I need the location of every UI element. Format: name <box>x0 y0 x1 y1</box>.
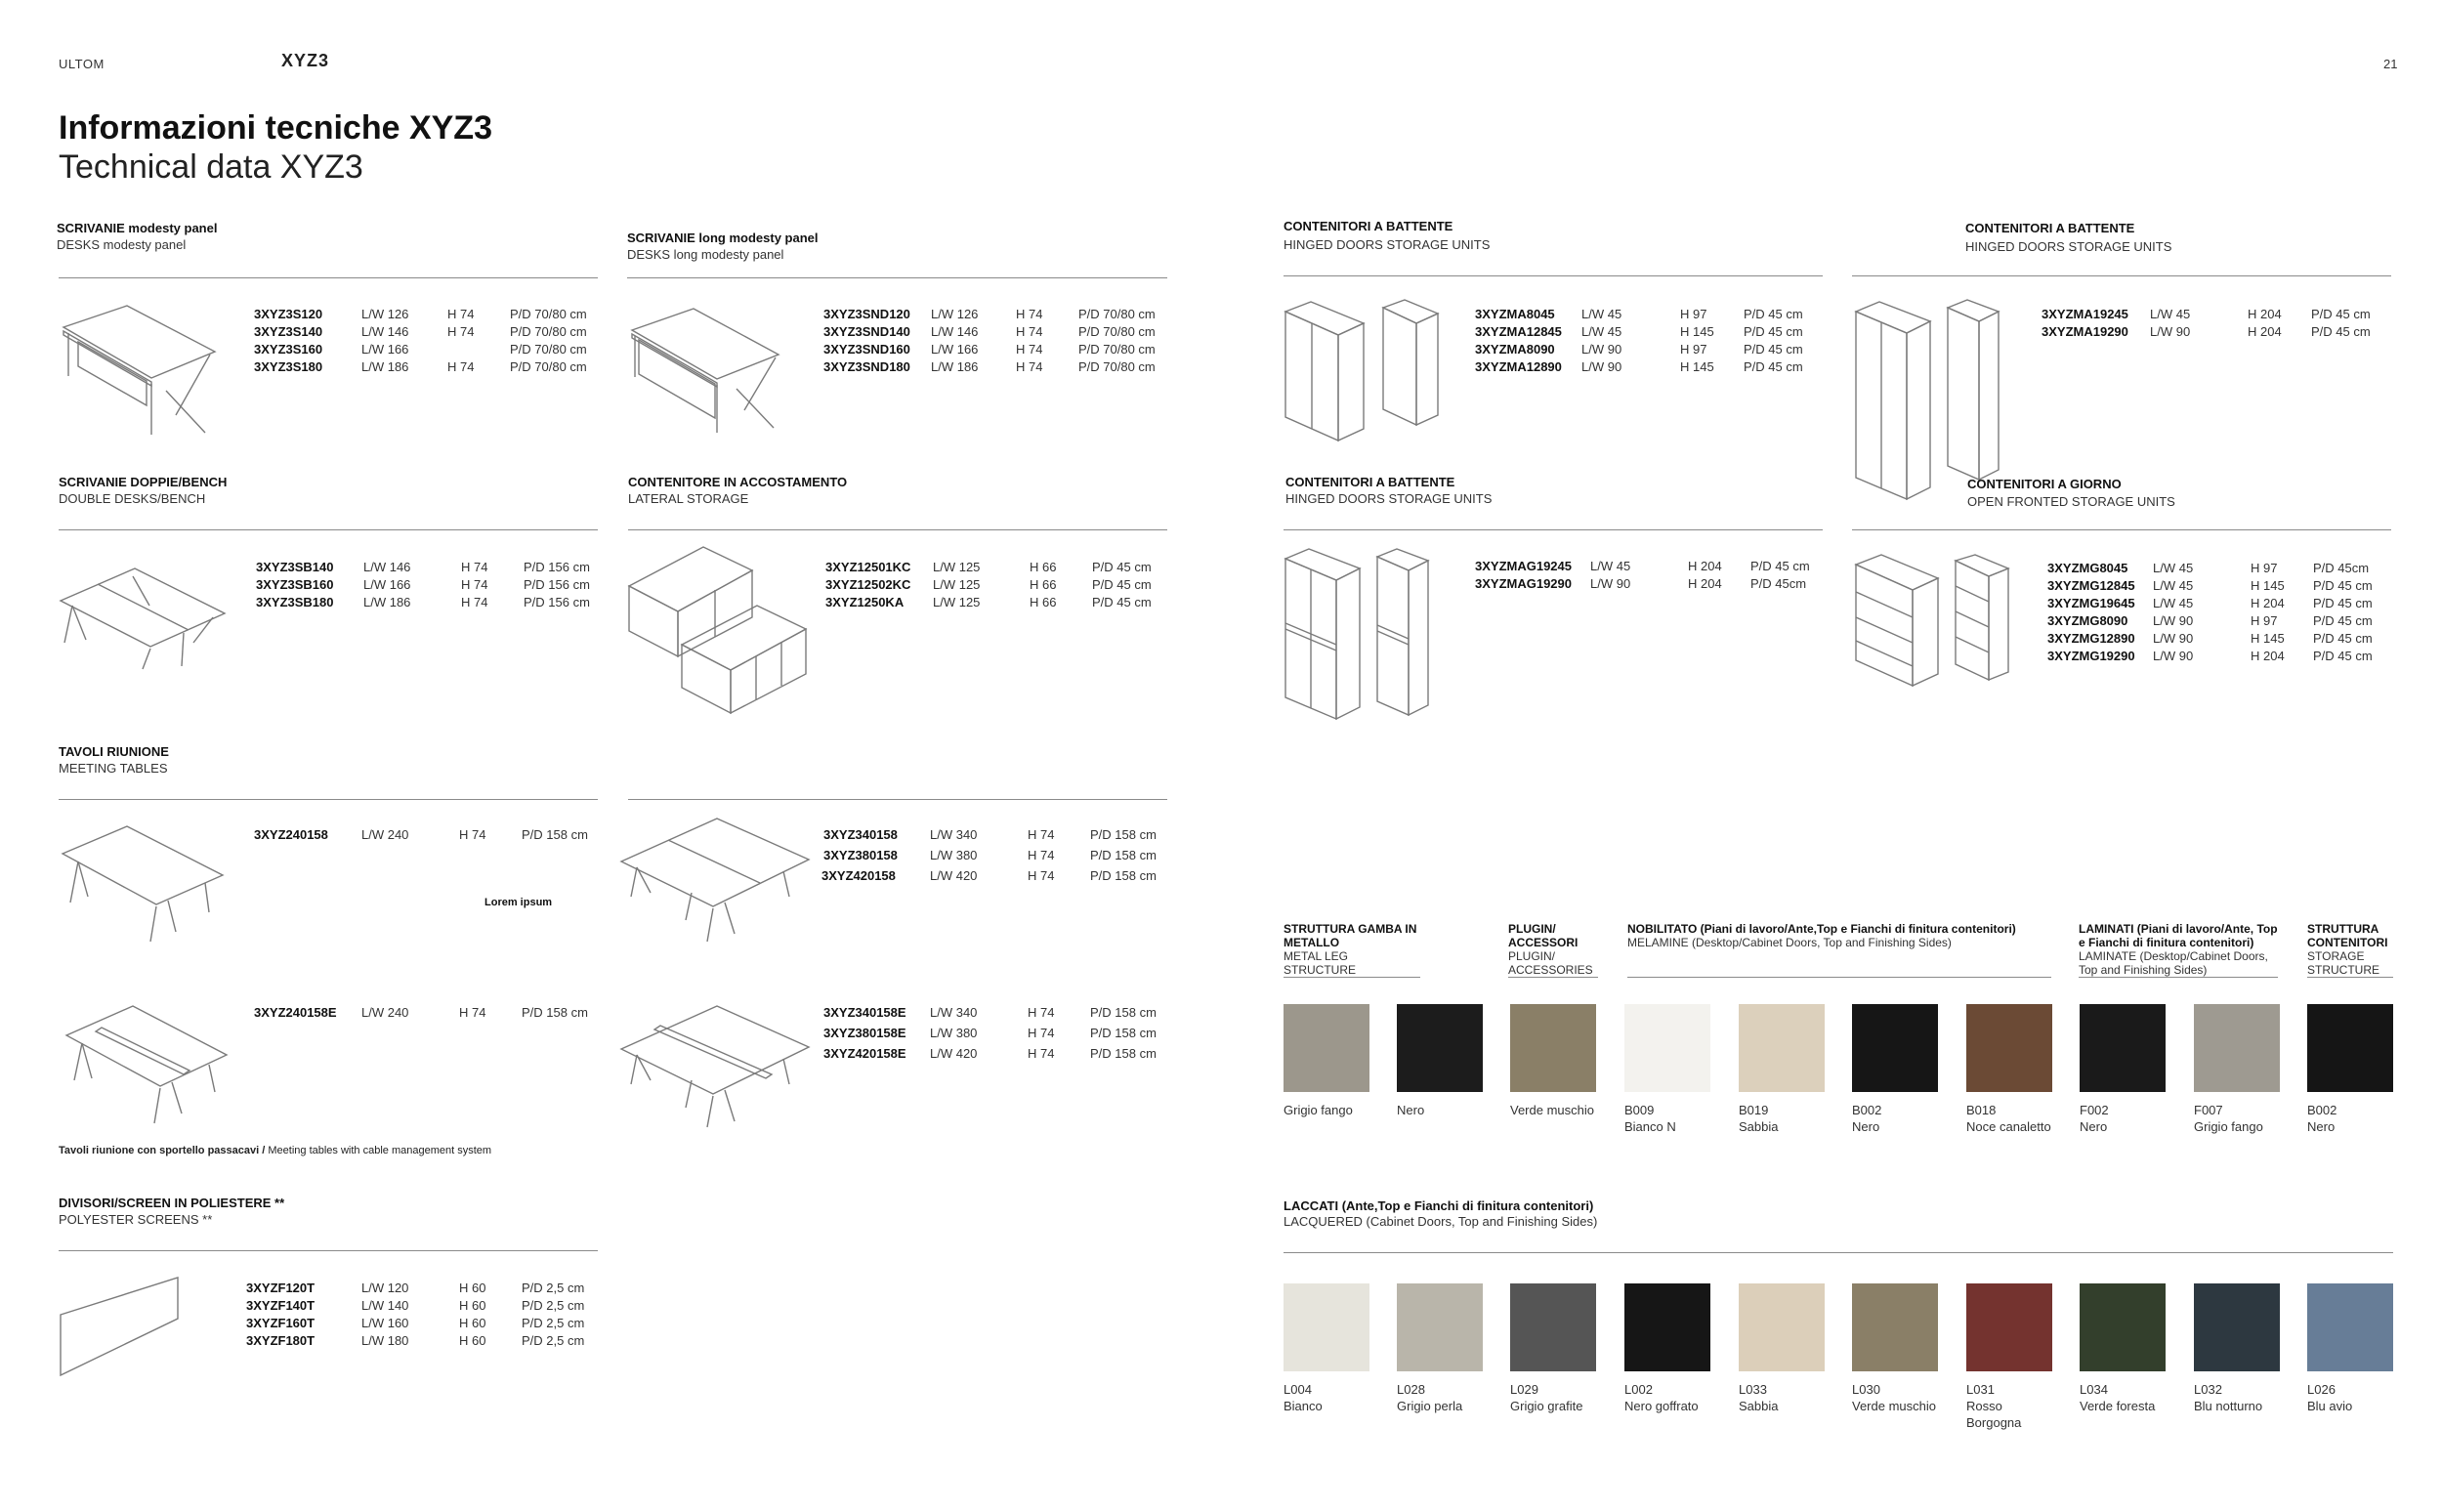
section-title-lacquer: LACCATI (Ante,Top e Fianchi di finitura contenitori) <box>1284 1198 1594 1213</box>
finish-head-storage <box>2307 922 2397 977</box>
swatch-code: L026 <box>2307 1382 2336 1397</box>
desk-long-illustration <box>627 301 793 438</box>
page-title-it: Informazioni tecniche XYZ3 <box>59 109 492 147</box>
section-divider <box>1284 275 1823 276</box>
long-meeting-table-cable-illustration <box>617 1000 813 1137</box>
note-it: Tavoli riunione con sportello passacavi / <box>59 1145 266 1156</box>
swatch-code: L031 <box>1966 1382 1995 1397</box>
finish-head-en: PLUGIN/ ACCESSORIES <box>1508 949 1593 977</box>
finish-head-melamine <box>1627 922 2057 949</box>
color-swatch <box>1852 1283 1938 1371</box>
color-swatch <box>1739 1004 1825 1092</box>
swatch-label <box>1510 1102 1598 1118</box>
brand-name: ULTOM <box>59 57 105 71</box>
section-subtitle-meeting-tables: MEETING TABLES <box>59 761 168 776</box>
glass-hinged-storage-illustration <box>1282 547 1438 723</box>
swatch-name: Rosso Borgogna <box>1966 1399 2022 1430</box>
section-divider <box>1852 529 2391 530</box>
page-title-en: Technical data XYZ3 <box>59 148 363 186</box>
lorem-text: Lorem ipsum <box>484 897 553 908</box>
section-title-double-desks: SCRIVANIE DOPPIE/BENCH <box>59 475 228 489</box>
swatch-code: B019 <box>1739 1103 1769 1117</box>
finish-head-it: LAMINATI (Piani di lavoro/Ante, Top e Fianchi di finitura contenitori) <box>2079 922 2278 949</box>
color-swatch <box>1284 1004 1369 1092</box>
swatch-code: F002 <box>2080 1103 2109 1117</box>
finish-head-leg <box>1284 922 1420 977</box>
color-swatch <box>1966 1283 2052 1371</box>
swatch-label <box>2194 1102 2282 1135</box>
swatch-label <box>1624 1102 1712 1135</box>
finish-head-en: STORAGE STRUCTURE <box>2307 949 2379 977</box>
color-swatch <box>1966 1004 2052 1092</box>
swatch-label <box>2307 1102 2395 1135</box>
swatch-name: Nero <box>2307 1119 2336 1134</box>
finish-divider <box>1284 977 1420 978</box>
section-divider <box>59 529 598 530</box>
meeting-tables-note <box>59 1145 491 1156</box>
finish-divider <box>1627 977 2051 978</box>
swatch-code: F007 <box>2194 1103 2223 1117</box>
section-title-hinged-1: CONTENITORI A BATTENTE <box>1284 219 1453 233</box>
swatch-name: Nero goffrato <box>1624 1399 1699 1413</box>
swatch-label <box>1852 1381 1940 1414</box>
section-subtitle-screens: POLYESTER SCREENS ** <box>59 1212 213 1227</box>
swatch-label <box>2080 1381 2168 1414</box>
section-divider <box>59 1250 598 1251</box>
color-swatch <box>2307 1004 2393 1092</box>
section-title-lateral-storage: CONTENITORE IN ACCOSTAMENTO <box>628 475 848 489</box>
color-swatch <box>2080 1283 2166 1371</box>
finish-head-en: METAL LEG STRUCTURE <box>1284 949 1356 977</box>
page-number: 21 <box>2383 57 2398 71</box>
finish-head-it: STRUTTURA CONTENITORI <box>2307 922 2388 949</box>
color-swatch <box>2194 1283 2280 1371</box>
finish-divider <box>2079 977 2278 978</box>
swatch-code: L029 <box>1510 1382 1538 1397</box>
swatch-name: Noce canaletto <box>1966 1119 2051 1134</box>
finish-head-en: LAMINATE (Desktop/Cabinet Doors, Top and Finishing Sides) <box>2079 949 2268 977</box>
swatch-label <box>1739 1102 1827 1135</box>
section-divider <box>628 529 1167 530</box>
color-swatch <box>1510 1004 1596 1092</box>
finish-head-en: MELAMINE (Desktop/Cabinet Doors, Top and Finishing Sides) <box>1627 936 1952 949</box>
section-subtitle-desks-modesty: DESKS modesty panel <box>57 237 187 252</box>
long-meeting-table-illustration <box>617 813 813 949</box>
swatch-code: B002 <box>2307 1103 2337 1117</box>
meeting-table-cable-illustration <box>63 998 238 1135</box>
swatch-name: Verde muschio <box>1510 1103 1594 1117</box>
color-swatch <box>1624 1283 1710 1371</box>
color-swatch <box>1397 1004 1483 1092</box>
swatch-label <box>2307 1381 2395 1414</box>
swatch-label <box>1397 1102 1485 1118</box>
color-swatch <box>1852 1004 1938 1092</box>
swatch-name: Nero <box>1852 1119 1880 1134</box>
meeting-table-illustration <box>59 819 234 950</box>
swatch-name: Bianco N <box>1624 1119 1676 1134</box>
swatch-code: L028 <box>1397 1382 1425 1397</box>
polyester-screen-illustration <box>57 1274 184 1381</box>
open-storage-illustration <box>1852 553 2018 690</box>
swatch-label <box>2080 1102 2168 1135</box>
section-subtitle-hinged-3: HINGED DOORS STORAGE UNITS <box>1285 491 1493 506</box>
swatch-name: Sabbia <box>1739 1399 1779 1413</box>
section-title-screens: DIVISORI/SCREEN IN POLIESTERE ** <box>59 1196 285 1210</box>
bench-desk-illustration <box>57 547 232 674</box>
swatch-name: Bianco <box>1284 1399 1323 1413</box>
swatch-code: L002 <box>1624 1382 1653 1397</box>
swatch-name: Blu notturno <box>2194 1399 2263 1413</box>
swatch-code: B009 <box>1624 1103 1655 1117</box>
finish-head-plugin <box>1508 922 1606 977</box>
color-swatch <box>1624 1004 1710 1092</box>
tall-hinged-storage-illustration <box>1852 298 2008 503</box>
color-swatch <box>1284 1283 1369 1371</box>
section-subtitle-lacquer: LACQUERED (Cabinet Doors, Top and Finishing Sides) <box>1284 1214 1598 1229</box>
finish-head-it: NOBILITATO (Piani di lavoro/Ante,Top e Fianchi di finitura contenitori) <box>1627 922 2016 936</box>
note-en: Meeting tables with cable management system <box>268 1145 492 1156</box>
finish-head-it: STRUTTURA GAMBA IN METALLO <box>1284 922 1417 949</box>
swatch-code: L034 <box>2080 1382 2108 1397</box>
swatch-label <box>1284 1381 1371 1414</box>
section-subtitle-lateral-storage: LATERAL STORAGE <box>628 491 749 506</box>
section-divider <box>59 277 598 278</box>
section-subtitle-desks-long: DESKS long modesty panel <box>627 247 784 262</box>
section-divider <box>627 277 1167 278</box>
hinged-storage-illustration <box>1282 298 1448 444</box>
section-subtitle-double-desks: DOUBLE DESKS/BENCH <box>59 491 206 506</box>
section-subtitle-hinged-1: HINGED DOORS STORAGE UNITS <box>1284 237 1491 252</box>
swatch-code: B002 <box>1852 1103 1882 1117</box>
color-swatch <box>2194 1004 2280 1092</box>
swatch-label <box>1966 1102 2054 1135</box>
swatch-label <box>2194 1381 2282 1414</box>
section-title-open-fronted: CONTENITORI A GIORNO <box>1967 477 2122 491</box>
section-title-meeting-tables: TAVOLI RIUNIONE <box>59 744 169 759</box>
section-divider <box>628 799 1167 800</box>
swatch-label <box>1739 1381 1827 1414</box>
color-swatch <box>1397 1283 1483 1371</box>
swatch-name: Nero <box>1397 1103 1425 1117</box>
swatch-code: L033 <box>1739 1382 1767 1397</box>
model-name: XYZ3 <box>281 51 330 70</box>
section-title-desks-modesty: SCRIVANIE modesty panel <box>57 221 218 235</box>
section-subtitle-hinged-2: HINGED DOORS STORAGE UNITS <box>1965 239 2172 254</box>
swatch-name: Sabbia <box>1739 1119 1779 1134</box>
swatch-name: Blu avio <box>2307 1399 2353 1413</box>
swatch-label <box>1624 1381 1712 1414</box>
section-divider <box>1852 275 2391 276</box>
swatch-label <box>1284 1102 1371 1118</box>
swatch-code: L030 <box>1852 1382 1880 1397</box>
swatch-name: Grigio fango <box>1284 1103 1353 1117</box>
swatch-label <box>1852 1102 1940 1135</box>
section-title-hinged-2: CONTENITORI A BATTENTE <box>1965 221 2135 235</box>
color-swatch <box>2307 1283 2393 1371</box>
swatch-name: Verde muschio <box>1852 1399 1936 1413</box>
swatch-name: Nero <box>2080 1119 2108 1134</box>
swatch-label <box>1510 1381 1598 1414</box>
swatch-code: B018 <box>1966 1103 1997 1117</box>
finish-head-it: PLUGIN/ ACCESSORI <box>1508 922 1579 949</box>
swatch-name: Grigio grafite <box>1510 1399 1583 1413</box>
swatch-name: Verde foresta <box>2080 1399 2156 1413</box>
swatch-code: L032 <box>2194 1382 2222 1397</box>
finish-head-laminate <box>2079 922 2286 977</box>
swatch-label <box>1966 1381 2054 1431</box>
section-divider <box>1284 1252 2393 1253</box>
section-title-desks-long: SCRIVANIE long modesty panel <box>627 231 819 245</box>
lateral-storage-illustration <box>625 539 811 720</box>
swatch-code: L004 <box>1284 1382 1312 1397</box>
swatch-label <box>1397 1381 1485 1414</box>
desk-modesty-illustration <box>59 298 225 444</box>
section-title-hinged-3: CONTENITORI A BATTENTE <box>1285 475 1455 489</box>
section-subtitle-open-fronted: OPEN FRONTED STORAGE UNITS <box>1967 494 2175 509</box>
color-swatch <box>1510 1283 1596 1371</box>
section-divider <box>1284 529 1823 530</box>
finish-divider <box>1508 977 1598 978</box>
swatch-name: Grigio perla <box>1397 1399 1463 1413</box>
swatch-name: Grigio fango <box>2194 1119 2263 1134</box>
finish-divider <box>2307 977 2393 978</box>
section-divider <box>59 799 598 800</box>
color-swatch <box>1739 1283 1825 1371</box>
color-swatch <box>2080 1004 2166 1092</box>
